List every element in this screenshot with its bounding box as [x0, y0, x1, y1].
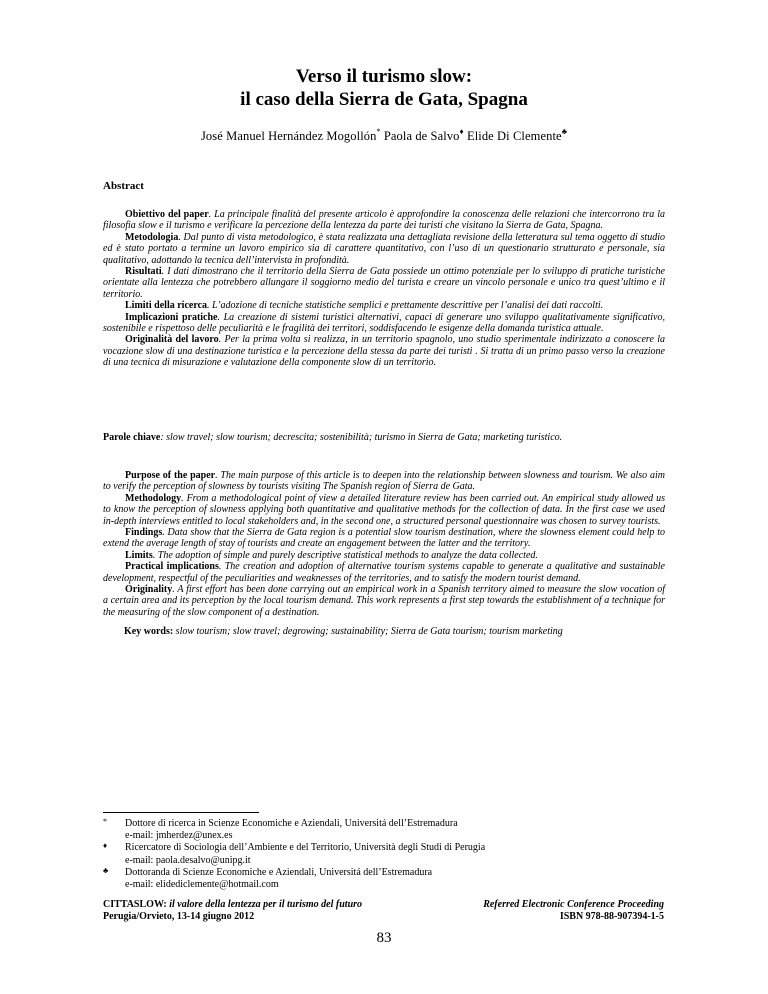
abstract-paragraph	[103, 209, 665, 232]
footnote-affiliation: Dottoranda di Scienze Economiche e Aziendali, Universitá dell’Estremadura	[125, 866, 433, 878]
footnote-email: e-mail: jmherdez@unex.es	[125, 830, 233, 842]
footer-conference-place-date: Perugia/Orvieto, 13-14 giugno 2012	[103, 911, 255, 922]
footnote-rule	[103, 812, 259, 813]
paragraph-label: Purpose of the paper	[125, 470, 216, 481]
keywords-text: slow tourism; slow travel; degrowing; sustainability; Sierra de Gata tourism; tourism marketing	[173, 626, 563, 637]
paragraph-text: . L’adozione di tecniche statistiche semplici e prettamente descrittive per l’analisi dei dati raccolti.	[207, 300, 604, 312]
paragraph-label: Limiti della ricerca	[125, 300, 208, 312]
footer-conference	[103, 899, 362, 923]
paragraph-label: Findings	[125, 527, 163, 539]
footnote-affiliation: Dottore di ricerca in Scienze Economiche e Aziendali, Universitá dell’Estremadura	[125, 818, 458, 829]
abstract-italian	[103, 209, 665, 369]
paragraph-text: . Data show that the Sierra de Gata region is a potential slow tourism destination, where the slowness element could help to extend the average length of stay of tourists and create an engagement between the latter and the territory.	[103, 527, 665, 550]
footer-conference-subtitle: il valore della lentezza per il turismo del futuro	[169, 899, 363, 910]
author-mark: ♦	[459, 127, 464, 136]
footnote-email: e-mail: elidediclemente@hotmail.com	[125, 879, 279, 891]
page-number: 83	[376, 930, 392, 946]
footnote-mark: ♦	[103, 841, 108, 851]
paragraph-label: Originality	[125, 584, 173, 596]
keywords-text: : slow travel; slow tourism; decrescita; sostenibilità; turismo in Sierra de Gata; marketing turistico.	[160, 432, 563, 443]
paragraph-label: Implicazioni pratiche	[125, 311, 218, 323]
footnote	[103, 818, 663, 842]
author-name: José Manuel Hernández Mogollón	[200, 129, 377, 144]
abstract-paragraph	[103, 561, 665, 584]
paragraph-label: Originalità del lavoro	[125, 334, 219, 346]
paragraph-text: . I dati dimostrano che il territorio della Sierra de Gata possiede un ottimo potenziale per lo sviluppo di pratiche turistiche orientate alla lentezza che potrebbero allungare il soggiorno medio del turista e creare un vincolo personale e unico tra quest’ultimo e il territorio.	[103, 266, 665, 300]
paragraph-text: . A first effort has been done carrying out an empirical work in a Spanish territory aimed to measure the slow vocation of a certain area and its perception by the local tourism demand. This work represents a first step towards the establishment of a technique for the measuring of the slow component of a destination.	[103, 584, 665, 618]
paragraph-text: . The main purpose of this article is to deepen into the relationship between slowness and tourism. We also aim to verify the perception of slowness by tourists visiting The Spanish region of Sierra de Gata.	[103, 470, 665, 493]
paragraph-text: . The adoption of simple and purely descriptive statistical methods to analyze the data collected.	[152, 549, 538, 561]
abstract-paragraph	[103, 550, 665, 561]
paragraph-text: . Dal punto di vista metodologico, è stata realizzata una dettagliata revisione della letteratura sul tema oggetto di studio ed è stato portato a termine un lavoro empirico sia di carattere quantitativo, con l’uso di un questionario strutturato e personale, sia qualitativo, adottando la tecnica dell’intervista in profondità.	[103, 231, 665, 266]
footnote	[103, 867, 663, 891]
paragraph-label: Obiettivo del paper	[125, 209, 209, 220]
footer-conference-name: CITTASLOW:	[103, 899, 170, 910]
abstract-paragraph	[103, 266, 665, 300]
abstract-paragraph	[103, 493, 665, 527]
abstract-english	[103, 470, 665, 618]
abstract-heading: Abstract	[103, 180, 144, 192]
abstract-paragraph	[103, 312, 665, 335]
keywords-label: Key words:	[124, 626, 174, 637]
title-line-2: il caso della Sierra de Gata, Spagna	[240, 89, 528, 110]
paragraph-label: Limits	[125, 549, 153, 561]
paragraph-text: . La creazione di sistemi turistici alternativi, capaci di generare uno sviluppo qualitativamente significativo, sostenibile e rispettoso delle peculiarità e le fragilità dei territori, soddisfacendo le esigenze della domanda turistica attuale.	[103, 311, 665, 335]
author-mark: ♣	[561, 127, 568, 136]
abstract-paragraph	[103, 584, 665, 618]
footnote	[103, 842, 663, 866]
footer-proceeding-type: Referred Electronic Conference Proceeding	[483, 899, 664, 910]
paragraph-text: . La principale finalità del presente articolo è approfondire la conoscenza delle relazioni che intercorrono tra la filosofia slow e il turismo e verificare la percezione della lentezza da parte dei turisti che visitano la Sierra de Gata, Spagna.	[103, 209, 666, 232]
paragraph-text: . The creation and adoption of alternative tourism systems capable to generate a qualitative and sustainable development, respectful of the peculiarities and weaknesses of the territories, and to satisfy the modern tourist demand.	[103, 561, 665, 584]
abstract-paragraph	[103, 300, 665, 311]
footer-proceeding	[483, 899, 664, 923]
footnote-email: e-mail: paola.desalvo@unipg.it	[125, 854, 251, 866]
title-line-1: Verso il turismo slow:	[295, 66, 473, 87]
author-name: Paola de Salvo	[383, 129, 460, 144]
keywords-english	[124, 626, 664, 637]
keywords-italian	[103, 432, 665, 443]
abstract-paragraph	[103, 470, 665, 493]
author-name: Elide Di Clemente	[466, 129, 562, 144]
paragraph-label: Practical implications	[125, 561, 219, 573]
paper-title	[0, 65, 768, 111]
abstract-paragraph	[103, 334, 665, 368]
paragraph-text: . From a methodological point of view a detailed literature review has been carried out. An empirical study allowed us to know the perception of slowness applying both quantitative and qualitative methods for the collection of data. In the first case we used in-depth interviews entitled to local stakeholders and, in the second one, a structured personal questionnaire was chosen to survey tourists.	[103, 492, 665, 527]
footnote-mark: *	[103, 817, 107, 826]
footnotes	[103, 818, 663, 891]
footnote-affiliation: Ricercatore di Sociologia dell’Ambiente e del Territorio, Università degli Studi di Perugia	[125, 842, 486, 854]
footer-isbn: ISBN 978-88-907394-1-5	[559, 911, 664, 922]
footnote-mark: ♣	[103, 865, 109, 875]
paragraph-text: . Per la prima volta si realizza, in un territorio spagnolo, uno studio sperimentale indirizzato a conoscere la vocazione slow di una destinazione turistica e la percezione della stessa da parte dei turisti . Si tratta di un primo passo verso la creazione di una tecnica di misurazione e valutazione della componente slow di un territorio.	[103, 334, 665, 369]
keywords-label: Parole chiave	[103, 432, 161, 443]
paragraph-label: Metodologia	[125, 231, 179, 243]
paragraph-label: Methodology	[125, 492, 182, 504]
paragraph-label: Risultati	[125, 266, 162, 278]
abstract-paragraph	[103, 527, 665, 550]
abstract-paragraph	[103, 232, 665, 266]
author-list	[0, 128, 768, 144]
author-mark: *	[376, 127, 381, 136]
